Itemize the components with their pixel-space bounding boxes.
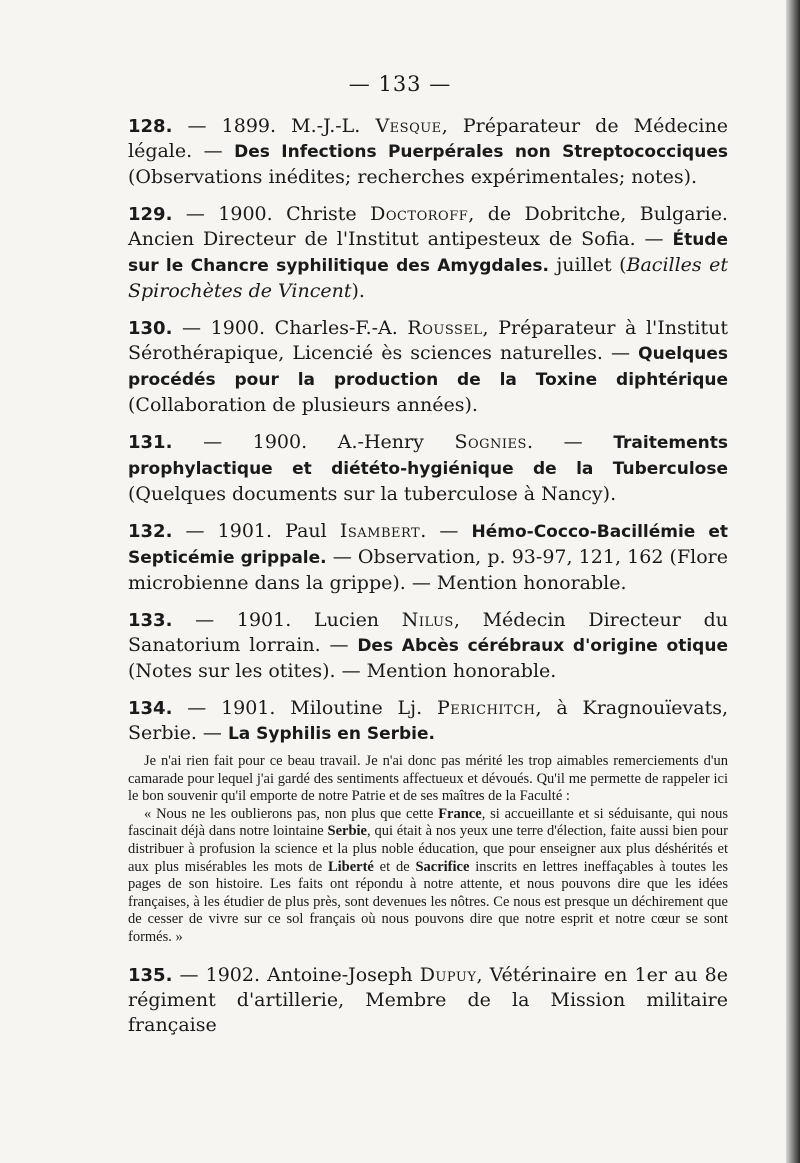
thesis-title: Étude sur le Chancre syphilitique des Amygdales. [128, 230, 728, 276]
entry-number: 132. [128, 521, 173, 542]
thesis-title: Hémo-Cocco-Bacillémie et Septicémie grippale. [128, 522, 728, 568]
entry-number: 128. [128, 116, 173, 137]
entry-number: 129. [128, 204, 173, 225]
entry-135: 135. — 1902. Antoine-Joseph Dupuy, Vétérinaire en 1er au 8e régiment d'artillerie, Membre de la Mission militaire française [128, 963, 728, 1036]
entry-131: 131. — 1900. A.-Henry Sognies. — Traitements prophylactique et diététo-hygiénique de la Tuberculose (Quelques documents sur la tuberculose à Nancy). [128, 431, 728, 505]
entry-number: 135. [128, 964, 173, 986]
author-note [128, 753, 728, 947]
entry-number: 131. [128, 432, 173, 453]
entry-number: 134. [128, 698, 173, 719]
entry-130: 130. — 1900. Charles-F.-A. Roussel, Préparateur à l'Institut Sérothérapique, Licencié ès sciences naturelles. — Quelques procédés pour la production de la Toxine diphtérique (Collaboration de plusieurs années). [128, 317, 728, 416]
entry-number: 130. [128, 318, 173, 339]
author-name: Isambert [339, 520, 421, 542]
author-name: Vesque [375, 115, 442, 137]
thesis-title: La Syphilis en Serbie. [227, 724, 435, 744]
entry-128: 128. — 1899. M.-J.-L. Vesque, Préparateur de Médecine légale. — Des Infections Puerpérales non Streptococciques (Observations inédites; recherches expérimentales; notes). [128, 115, 728, 188]
author-name: Dupuy [419, 963, 477, 986]
entry-133: 133. — 1901. Lucien Nilus, Médecin Directeur du Sanatorium lorrain. — Des Abcès cérébraux d'origine otique (Notes sur les otites). — Mention honorable. [128, 609, 728, 682]
thesis-title: Des Abcès cérébraux d'origine otique [357, 636, 728, 656]
entry-134: 134. — 1901. Miloutine Lj. Perichitch, à Kragnouïevats, Serbie. — La Syphilis en Serbie. [128, 697, 728, 744]
author-name: Doctoroff [370, 203, 469, 225]
entry-129: 129. — 1900. Christe Doctoroff, de Dobritche, Bulgarie. Ancien Directeur de l'Institut antipesteux de Sofia. — Étude sur le Chancre syphilitique des Amygdales. juillet (Bacilles et Spirochètes de Vincent). [128, 203, 728, 302]
page-edge-shadow [786, 0, 800, 1163]
author-name: Roussel [407, 317, 483, 339]
author-name: Sognies [454, 431, 527, 453]
author-name: Nilus [401, 609, 454, 631]
page-number: — 133 — [348, 72, 452, 96]
thesis-title: Quelques procédés pour la production de la Toxine diphtérique [128, 344, 728, 390]
entry-number: 133. [128, 610, 173, 631]
thesis-title: Traitements prophylactique et diététo-hygiénique de la Tuberculose [128, 433, 728, 479]
note-quote: « Nous ne les oublierons pas, non plus que cette France, si accueillante et si séduisante, qui nous fascinait déjà dans notre lointaine Serbie, qui était à nos yeux une terre d'élection, faite aussi bien pour distribuer à profusion la science et la plus noble éducation, que pour enseigner aux plus déshérités et aux plus misérables les mots de Liberté et de Sacrifice inscrits en lettres ineffaçables à toutes les pages de son histoire. Les faits ont répondu à notre attente, et nous pouvons dire que les idées françaises, à les étudier de plus près, sont devenues les nôtres. Ce nous est presque un déchirement que de cesser de vivre sur ce sol français où nous pouvons dire que notre esprit et notre cœur se sont formés. » [128, 805, 729, 945]
note-paragraph: Je n'ai rien fait pour ce beau travail. Je n'ai donc pas mérité les trop aimables remerciements d'un camarade pour lequel j'ai gardé des sentiments affectueux et dévoués. Qu'il me permette de rappeler ici le bon souvenir qu'il emporte de notre Patrie et de ses maîtres de la Faculté : [128, 753, 728, 805]
entry-132: 132. — 1901. Paul Isambert. — Hémo-Cocco-Bacillémie et Septicémie grippale. — Observation, p. 93-97, 121, 162 (Flore microbienne dans la grippe). — Mention honorable. [128, 520, 728, 594]
author-name: Perichitch [436, 697, 536, 719]
thesis-title: Des Infections Puerpérales non Streptococciques [234, 142, 728, 162]
entries-list [128, 114, 728, 1050]
